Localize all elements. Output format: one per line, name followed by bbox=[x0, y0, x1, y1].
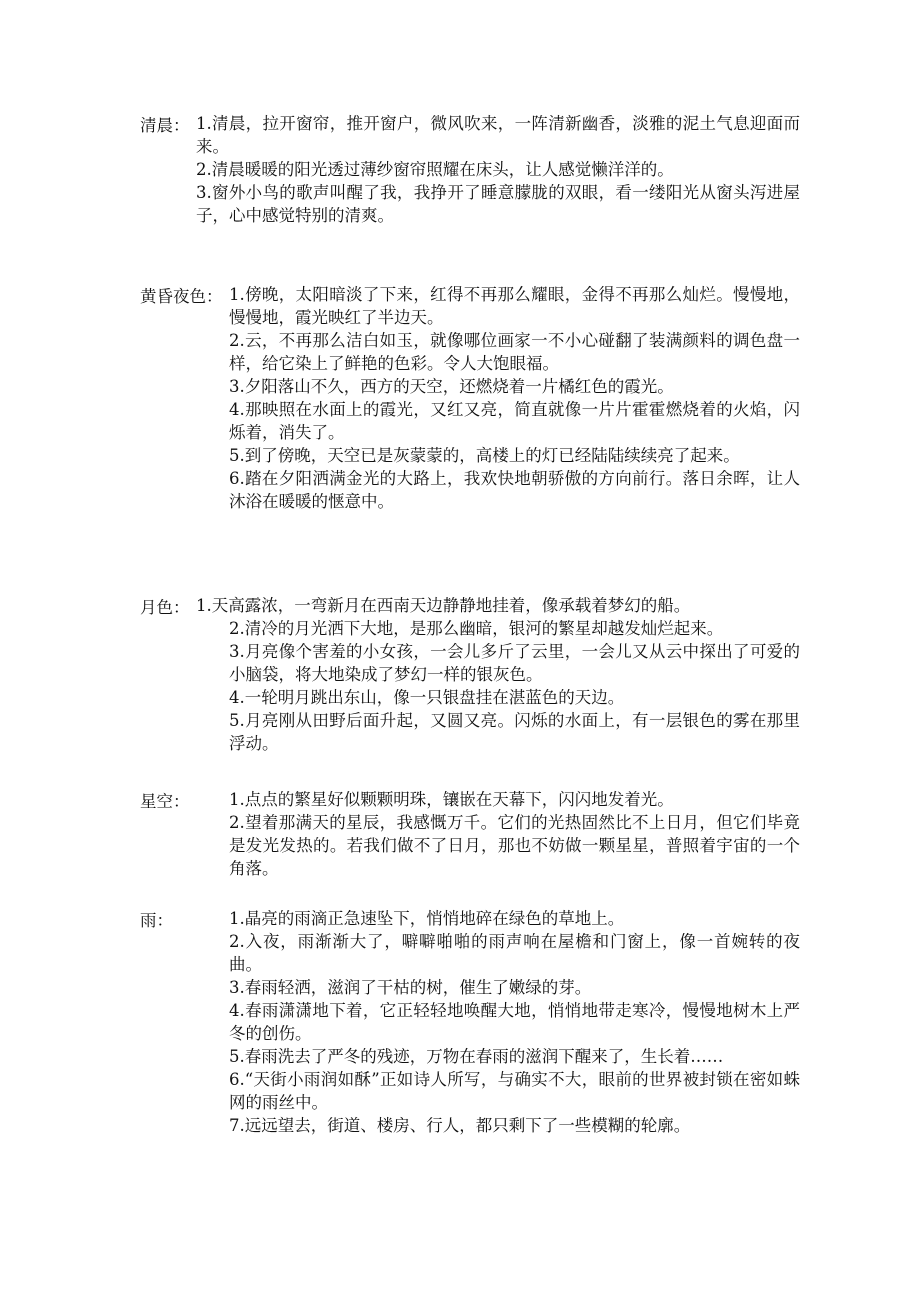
section-rain bbox=[140, 907, 800, 1157]
list-item: 4.一轮明月跳出东山，像一只银盘挂在湛蓝色的天边。 bbox=[229, 688, 625, 707]
list-item: 4.春雨潇潇地下着，它正轻轻地唤醒大地，悄悄地带走寒冷，慢慢地树木上严冬的创伤。 bbox=[229, 1001, 800, 1043]
list-item: 3.夕阳落山不久，西方的天空，还燃烧着一片橘红色的霞光。 bbox=[229, 377, 674, 396]
section-label: 雨： bbox=[140, 911, 173, 930]
list-item: 2.入夜，雨渐渐大了，噼噼啪啪的雨声响在屋檐和门窗上，像一首婉转的夜曲。 bbox=[229, 932, 800, 974]
list-item: 5.到了傍晚，天空已是灰蒙蒙的，高楼上的灯已经陆陆续续亮了起来。 bbox=[229, 446, 740, 465]
list-item: 4.那映照在水面上的霞光，又红又亮，简直就像一片片霍霍燃烧着的火焰，闪烁着，消失了。 bbox=[229, 400, 800, 442]
section-label: 黄昏夜色： bbox=[140, 287, 223, 306]
list-item: 7.远远望去，街道、楼房、行人，都只剩下了一些模糊的轮廓。 bbox=[229, 1116, 691, 1135]
list-item: 1.晶亮的雨滴正急速坠下，悄悄地碎在绿色的草地上。 bbox=[229, 909, 625, 928]
list-item: 1.清晨，拉开窗帘，推开窗户，微风吹来，一阵清新幽香，淡雅的泥土气息迎面而来。 bbox=[196, 114, 800, 156]
section-starry-sky bbox=[140, 788, 800, 888]
section-items bbox=[196, 594, 800, 755]
list-item: 5.月亮刚从田野后面升起，又圆又亮。闪烁的水面上，有一层银色的雾在那里浮动。 bbox=[229, 711, 800, 753]
list-item: 2.望着那满天的星辰，我感慨万千。它们的光热固然比不上日月，但它们毕竟是发光发热的。若我们做不了日月，那也不妨做一颗星星，普照着宇宙的一个角落。 bbox=[229, 813, 800, 878]
section-items bbox=[229, 907, 800, 1137]
list-item: 1.点点的繁星好似颗颗明珠，镶嵌在天幕下，闪闪地发着光。 bbox=[229, 790, 674, 809]
list-item: 6.踏在夕阳洒满金光的大路上，我欢快地朝骄傲的方向前行。落日余晖，让人沐浴在暖暖的惬意中。 bbox=[229, 469, 800, 511]
list-item: 3.月亮像个害羞的小女孩，一会儿多斤了云里，一会儿又从云中探出了可爱的小脑袋，将大地染成了梦幻一样的银灰色。 bbox=[229, 642, 800, 684]
section-morning bbox=[140, 112, 800, 232]
list-item: 2.清晨暖暖的阳光透过薄纱窗帘照耀在床头，让人感觉懒洋洋的。 bbox=[196, 160, 674, 179]
list-item: 3.春雨轻洒，滋润了干枯的树，催生了嫩绿的芽。 bbox=[229, 978, 592, 997]
section-moonlight bbox=[140, 594, 800, 769]
list-item: 1.傍晚，太阳暗淡了下来，红得不再那么耀眼，金得不再那么灿烂。慢慢地，慢慢地，霞光映红了半边天。 bbox=[229, 285, 800, 327]
list-item: 3.窗外小鸟的歌声叫醒了我，我挣开了睡意朦胧的双眼，看一缕阳光从窗头泻进屋子，心中感觉特别的清爽。 bbox=[196, 183, 800, 225]
list-item: 2.云，不再那么洁白如玉，就像哪位画家一不小心碰翻了装满颜料的调色盘一样，给它染上了鲜艳的色彩。令人大饱眼福。 bbox=[229, 331, 800, 373]
section-label: 月色： bbox=[140, 598, 190, 617]
section-dusk bbox=[140, 283, 800, 553]
section-label: 清晨： bbox=[140, 116, 190, 135]
list-item: 6.“天街小雨润如酥”正如诗人所写，与确实不大，眼前的世界被封锁在密如蛛网的雨丝中。 bbox=[229, 1070, 800, 1112]
list-item: 2.清冷的月光洒下大地，是那么幽暗，银河的繁星却越发灿烂起来。 bbox=[229, 619, 724, 638]
section-label: 星空： bbox=[140, 792, 190, 811]
section-items bbox=[229, 283, 800, 513]
section-items bbox=[196, 112, 800, 227]
list-item: 5.春雨洗去了严冬的残迹，万物在春雨的滋润下醒来了，生长着…… bbox=[229, 1047, 724, 1066]
section-items bbox=[229, 788, 800, 880]
list-item: 1.天高露浓，一弯新月在西南天边静静地挂着，像承载着梦幻的船。 bbox=[196, 596, 691, 615]
